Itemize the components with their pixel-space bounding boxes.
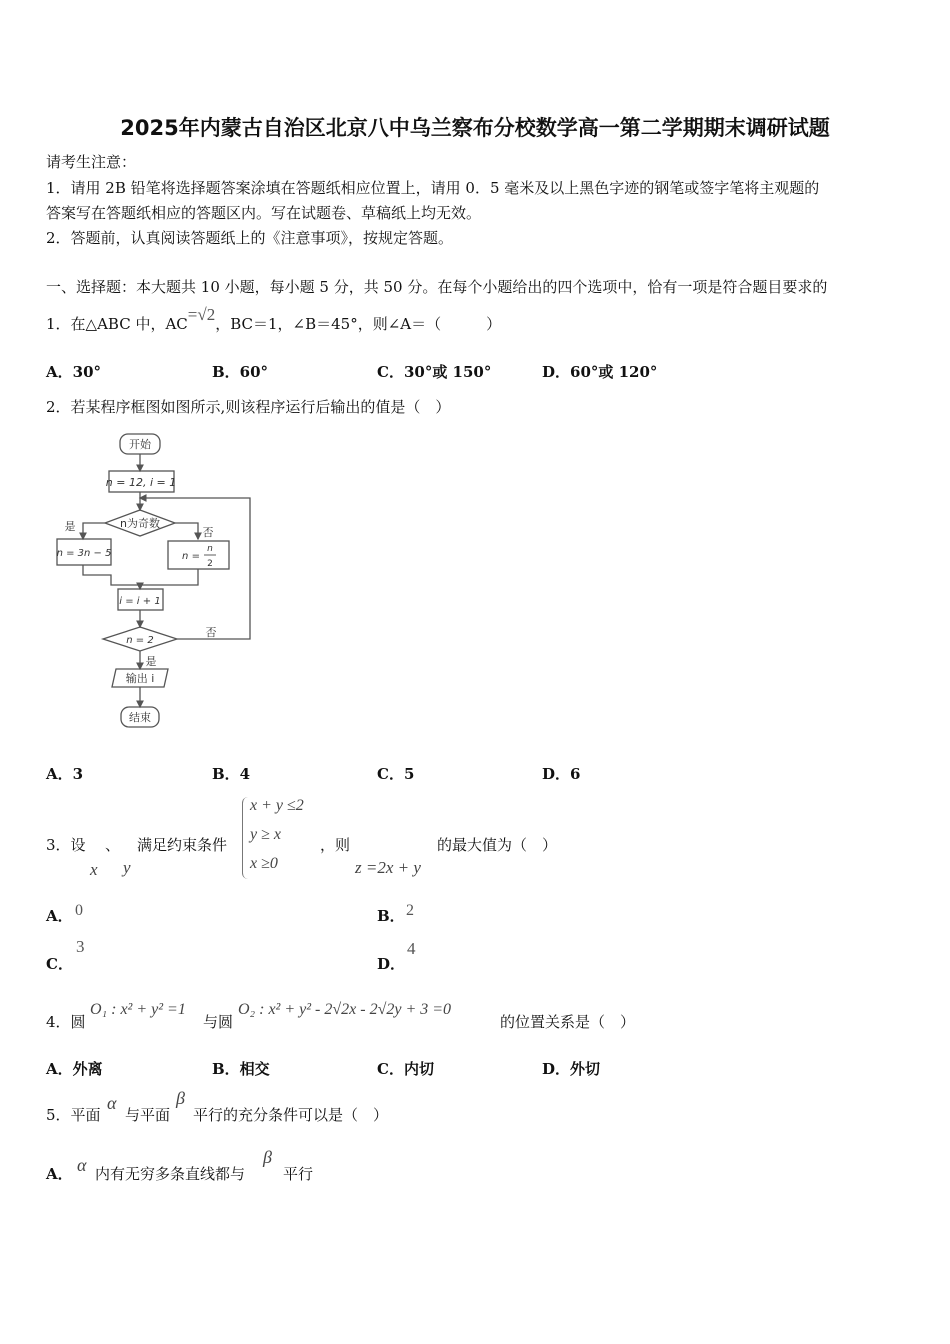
flow-init-label: n = 12, i = 1 — [105, 476, 177, 489]
q1-ac-value: =√2 — [187, 305, 216, 324]
q3-option-a[interactable]: A． — [46, 907, 73, 925]
q1-option-b[interactable]: B．60° — [212, 363, 269, 381]
q4-suffix: 的位置关系是（ ） — [500, 1013, 636, 1031]
q5-prefix: 5．平面 — [46, 1106, 101, 1124]
flow-odd-branch-label: n = 3n − 5 — [56, 548, 112, 559]
q5-option-a-tail: 平行 — [283, 1165, 314, 1183]
q5-option-a[interactable]: A． — [46, 1165, 73, 1183]
flow-no-1: 否 — [202, 526, 214, 539]
page-title: 2025年内蒙古自治区北京八中乌兰察布分校数学高一第二学期期末调研试题 — [120, 116, 830, 140]
q3-constraint-3: x ≥0 — [250, 855, 278, 872]
flow-start-label: 开始 — [129, 438, 151, 451]
notice-item-1-line-2: 答案写在答题纸相应的答题区内。写在试题卷、草稿纸上均无效。 — [46, 204, 482, 222]
q2-option-b[interactable]: B．4 — [212, 765, 251, 783]
q3-constraint-brace — [242, 797, 248, 879]
q4-option-d[interactable]: D．外切 — [542, 1060, 601, 1078]
q3-objective: z =2x + y — [355, 858, 421, 877]
q3-tail: 的最大值为（ ） — [437, 836, 558, 854]
q3-option-b[interactable]: B． — [377, 907, 405, 925]
q3-var-y: y — [123, 858, 131, 877]
q3-option-d-value: 4 — [407, 939, 416, 958]
q1-option-d[interactable]: D．60°或 120° — [542, 363, 658, 381]
q4-circle-2: O₂ : x² + y² - 2√2x - 2√2y + 3 =0 — [238, 1001, 452, 1018]
notice-heading: 请考生注意： — [46, 153, 137, 171]
q1-prefix: 1．在△ABC 中，AC — [46, 315, 188, 333]
flow-increment-label: i = i + 1 — [119, 596, 161, 607]
q3-prefix: 3．设 — [46, 836, 86, 854]
q5-mid: 与平面 — [125, 1106, 171, 1124]
section-heading: 一、选择题：本大题共 10 小题，每小题 5 分，共 50 分。在每个小题给出的四个选项中，恰有一项是符合题目要求的 — [46, 278, 828, 296]
q2-option-c[interactable]: C．5 — [377, 765, 415, 783]
q5-beta: β — [176, 1088, 185, 1108]
q3-constraint-1: x + y ≤2 — [250, 797, 304, 814]
q3-option-c[interactable]: C． — [46, 955, 73, 973]
q3-constraint-intro: 满足约束条件 — [137, 836, 228, 854]
q4-option-c[interactable]: C．内切 — [377, 1060, 434, 1078]
q1-option-a[interactable]: A．30° — [46, 363, 102, 381]
q3-constraint-2: y ≥ x — [250, 826, 281, 843]
q2-option-a[interactable]: A．3 — [46, 765, 84, 783]
flow-output-label: 输出 i — [125, 672, 155, 685]
flow-yes-2: 是 — [145, 655, 157, 668]
flow-end-label: 结束 — [129, 711, 151, 724]
q5-option-a-beta: β — [263, 1147, 272, 1167]
q4-mid: 与圆 — [203, 1013, 234, 1031]
q5-alpha: α — [107, 1093, 117, 1113]
q4-prefix: 4．圆 — [46, 1013, 86, 1031]
flow-even-branch-lhs: n = — [182, 551, 200, 562]
question-2: 2．若某程序框图如图所示,则该程序运行后输出的值是（ ） — [46, 398, 451, 416]
q3-option-a-value: 0 — [75, 902, 83, 919]
q4-circle-1: O₁ : x² + y² =1 — [90, 1001, 186, 1018]
flow-even-branch-den: 2 — [207, 559, 213, 569]
notice-item-2: 2．答题前，认真阅读答题纸上的《注意事项》，按规定答题。 — [46, 229, 454, 247]
program-flowchart — [48, 425, 273, 735]
flow-yes-1: 是 — [64, 520, 76, 533]
q2-option-d[interactable]: D．6 — [542, 765, 581, 783]
q1-option-c[interactable]: C．30°或 150° — [377, 363, 492, 381]
q3-separator: 、 — [105, 836, 121, 854]
flow-no-2: 否 — [205, 626, 217, 639]
q3-option-b-value: 2 — [406, 902, 414, 919]
flow-decision-n2-label: n = 2 — [126, 635, 154, 646]
q5-suffix: 平行的充分条件可以是（ ） — [193, 1106, 389, 1124]
q5-option-a-text: 内有无穷多条直线都与 — [95, 1165, 246, 1183]
q3-option-c-value: 3 — [76, 937, 85, 956]
q4-option-b[interactable]: B．相交 — [212, 1060, 270, 1078]
q3-option-d[interactable]: D． — [377, 955, 406, 973]
q1-suffix: ，BC＝1，∠B＝45°，则∠A＝（ ） — [215, 315, 502, 333]
flow-decision-odd-label: n为奇数 — [120, 517, 160, 530]
q4-option-a[interactable]: A．外离 — [46, 1060, 103, 1078]
flow-even-branch-num: n — [207, 544, 213, 554]
question-1 — [46, 305, 502, 334]
q3-then: ，则 — [320, 836, 351, 854]
q3-var-x: x — [90, 860, 98, 879]
notice-item-1-line-1: 1．请用 2B 铅笔将选择题答案涂填在答题纸相应位置上，请用 0．5 毫米及以上黑色字迹的钢笔或签字笔将主观题的 — [46, 179, 820, 197]
q5-option-a-alpha: α — [77, 1155, 87, 1175]
